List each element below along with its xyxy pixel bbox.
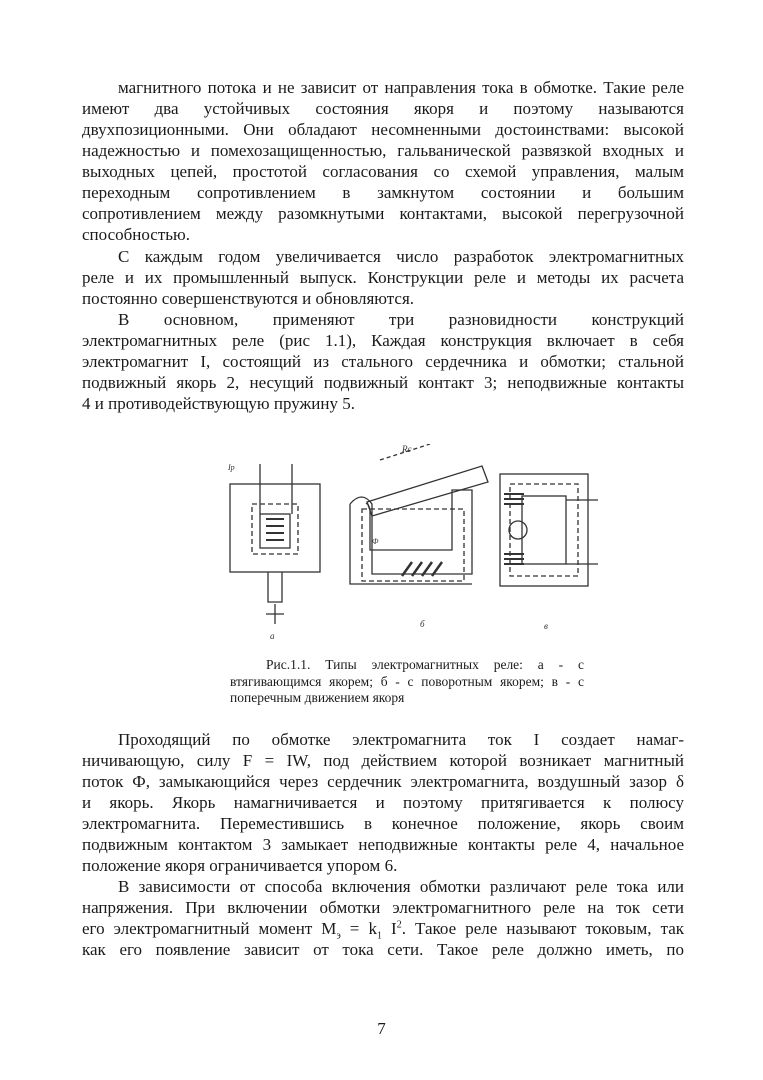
text-line: постоянно совершенствуются и обновляются. (82, 289, 415, 308)
relay-a-drawing (227, 463, 320, 641)
text-line: подвижный якорь 2, несущий подвижный контакт 3; неподвижные контакты (82, 373, 684, 392)
paragraph-5 (82, 876, 684, 960)
text-line: и якорь. Якорь намагничивается и поэтому притягивается к полюсу (82, 793, 684, 812)
panel-label-a: а (270, 631, 275, 641)
caption-line: поперечным движением якоря (230, 690, 405, 705)
paragraph-3 (82, 309, 684, 414)
text-line: способностью. (82, 225, 190, 244)
text-line: 4 и противодействующую пружину 5. (82, 394, 355, 413)
text-line: положение якоря ограничивается упором 6. (82, 856, 398, 875)
svg-text:Rс: Rс (402, 444, 412, 454)
text-line: магнитного потока и не зависит от направления тока в обмотке. Такие реле (118, 78, 684, 97)
text-line: В зависимости от способа включения обмотки различают реле тока или (118, 877, 684, 896)
figure-relay-types (222, 444, 602, 644)
paragraph-1 (82, 77, 684, 245)
text-line: переходным сопротивлением в замкнутом состоянии и большим (82, 183, 684, 202)
text-line: поток Ф, замыкающийся через сердечник электромагнита, воздушный зазор δ (82, 772, 684, 791)
text-line: двухпозиционными. Они обладают несомненными достоинствами: высокой (82, 120, 684, 139)
caption-line: втягивающимся якорем; б - с поворотным якорем; в - с (230, 673, 584, 689)
svg-text:Ф: Ф (372, 537, 379, 546)
text-line: электромагнита. Переместившись в конечное положение, якорь своим (82, 814, 684, 833)
panel-label-c: в (544, 621, 548, 631)
text-line: подвижным контактом 3 замыкает неподвижные контакты реле 4, начальное (82, 835, 684, 854)
text-line: ничивающую, силу F = IW, под действием которой возникает магнитный (82, 751, 684, 770)
caption-line: Рис.1.1. Типы электромагнитных реле: а - с (266, 657, 584, 672)
svg-text:Iр: Iр (228, 463, 235, 472)
text-line: реле и их промышленный выпуск. Конструкции реле и методы их расчета (82, 268, 684, 287)
relay-b-drawing (350, 444, 488, 629)
text-line: сопротивлением между разомкнутыми контактами, высокой перегрузочной (82, 204, 684, 223)
figure-caption (230, 657, 584, 707)
text-line: надежностью и помехозащищенностью, гальванической развязкой входных и (82, 141, 684, 160)
text-line: электромагнитных реле (рис 1.1), Каждая конструкция включает в себя (82, 331, 684, 350)
page-number: 7 (377, 1019, 386, 1038)
paragraph-2 (82, 246, 684, 309)
text-line: С каждым годом увеличивается число разработок электромагнитных (118, 247, 684, 266)
panel-label-b: б (420, 619, 425, 629)
text-line: выходных цепей, простотой согласования со схемой управления, малым (82, 162, 684, 181)
relay-c-drawing (500, 474, 598, 631)
paragraph-4 (82, 729, 684, 876)
text-line: электромагнит I, состоящий из стального сердечника и обмотки; стальной (82, 352, 684, 371)
text-line: Проходящий по обмотке электромагнита ток I создает намаг- (118, 730, 684, 749)
text-line: напряжения. При включении обмотки электромагнитного реле на ток сети (82, 898, 684, 917)
text-line: В основном, применяют три разновидности конструкций (118, 310, 684, 329)
text-line: его электромагнитный момент $M_э = k_1$ $I^2$. Такое реле называют токовым, так (82, 919, 685, 942)
text-line: как его появление зависит от тока сети. Такое реле должно иметь, по (82, 940, 684, 959)
text-line: имеют два устойчивых состояния якоря и поэтому называются (82, 99, 684, 118)
